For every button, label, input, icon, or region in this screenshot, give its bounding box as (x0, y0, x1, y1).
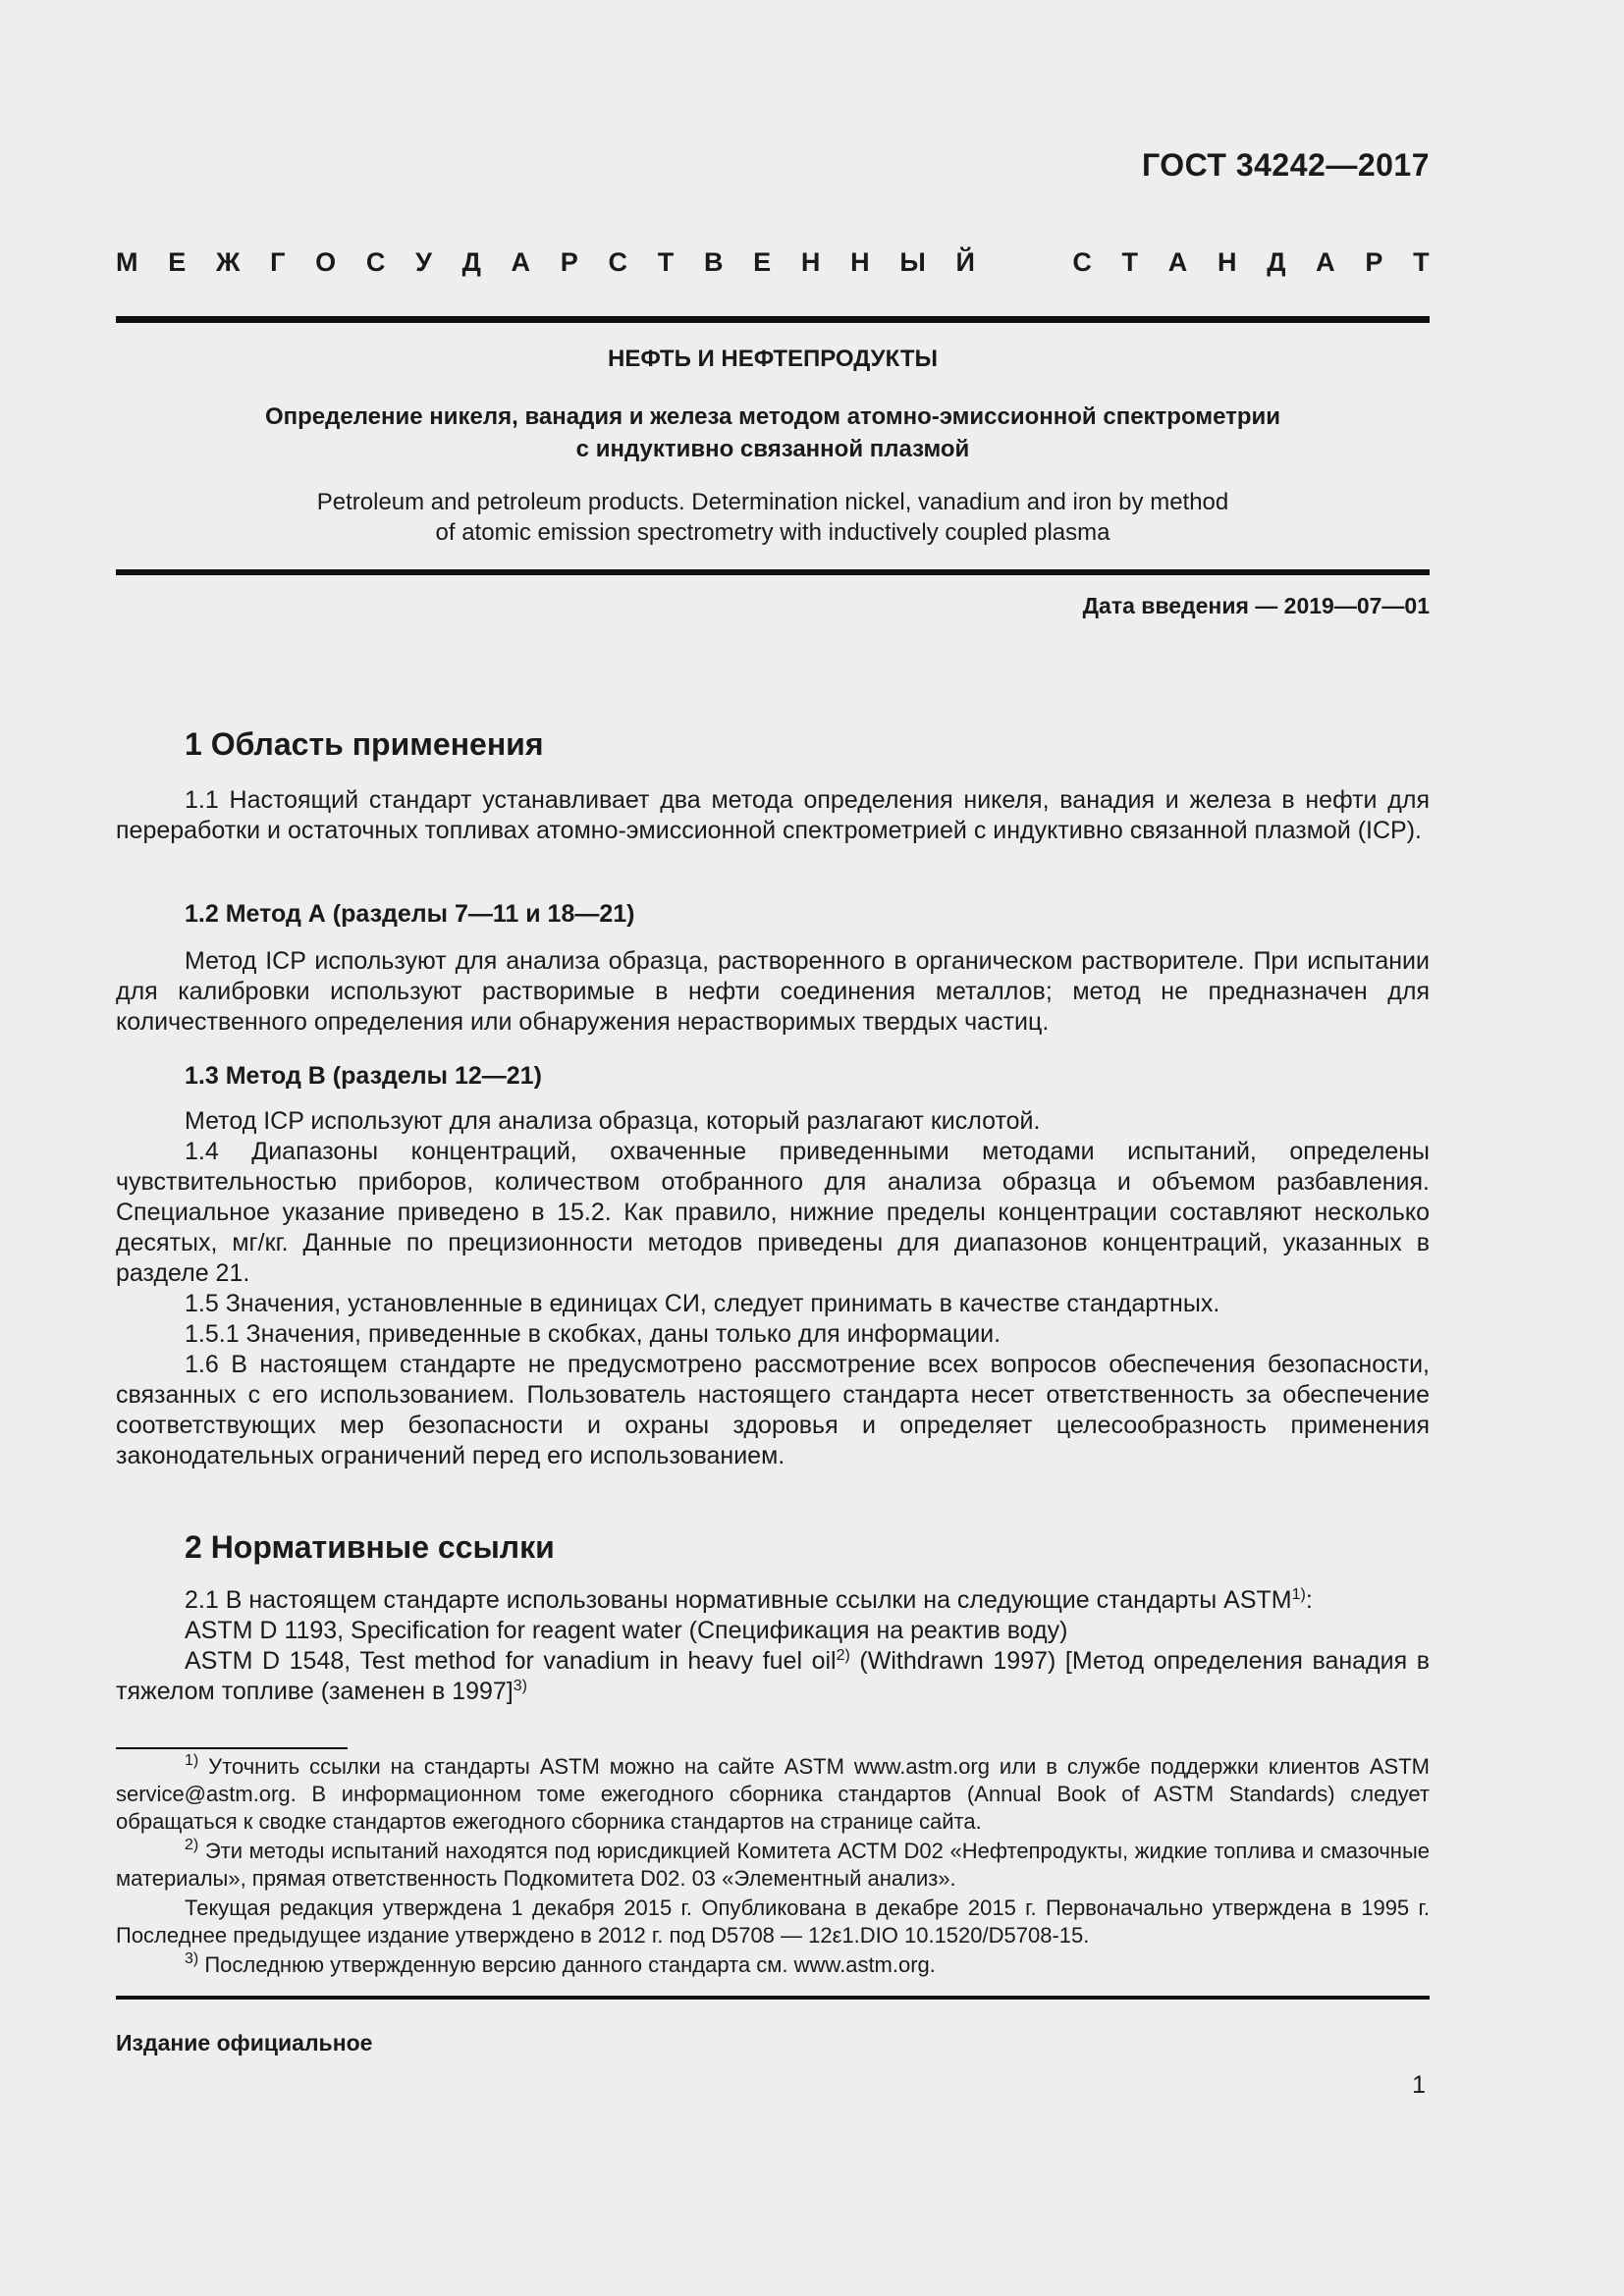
banner-letter: Й (955, 247, 975, 277)
banner-letter: Т (1121, 247, 1139, 277)
doc-number: ГОСТ 34242—2017 (1141, 147, 1430, 183)
section-2-body (116, 1585, 1430, 1707)
reference-astm-d1193: ASTM D 1193, Specification for reagent water (Спецификация на реактив воду) (185, 1617, 1068, 1644)
banner-letter: С (365, 247, 386, 277)
banner-letter: С (1072, 247, 1092, 277)
banner-letter: Т (1413, 247, 1430, 277)
banner-letter: О (315, 247, 337, 277)
top-rule (116, 316, 1430, 323)
introduction-date: Дата введения — 2019—07—01 (1082, 593, 1430, 618)
title-russian-line-1: Определение никеля, ванадия и железа методом атомно-эмиссионной спектрометрии (264, 403, 1281, 430)
paragraph-1-5-1-text: 1.5.1 Значения, приведенные в скобках, даны только для информации. (185, 1320, 1001, 1348)
footnote-ref-3[interactable]: 3) (513, 1678, 527, 1694)
title-main: НЕФТЬ И НЕФТЕПРОДУКТЫ (608, 346, 938, 372)
footnote-ref-1[interactable]: 1) (1291, 1586, 1306, 1603)
banner-letter: В (703, 247, 724, 277)
paragraph-1-4-text: 1.4 Диапазоны концентраций, охваченные приведенными методами испытаний, определены чувствительностью приборов, количеством отобранного для анализа образца и объемом разбавления. Специальное указание приведено в 15.2. Как правило, нижние пределы концентрации составляют несколько десятых, мг/кг. Данные по прецизионности методов приведены для диапазонов концентраций, указанных в разделе 21. (116, 1138, 1430, 1287)
reference-astm-d1548: ASTM D 1548, Test method for vanadium in heavy fuel oil$^{2)}$ (Withdrawn 1997) [Метод определения ванадия в тяжелом топливе (заменен в 1997]$^{3)}$ (116, 1647, 1430, 1705)
banner-letter: Н (850, 247, 870, 277)
banner-letter: Е (753, 247, 772, 277)
section-1-heading: 1 Область применения (185, 726, 544, 762)
footnote-1: $^{1)}$ Уточнить ссылки на стандарты ASTM можно на сайте ASTM www.astm.org или в службе поддержки клиентов ASTM service@astm.org. В информационном томе ежегодного сборника стандартов (Annual Book of ASTM Standards) следует обращаться к сводке стандартов ежегодного сборника стандартов на странице сайта. (116, 1752, 1430, 1834)
interstate-standard-banner (116, 247, 1430, 278)
section-2-heading: 2 Нормативные ссылки (185, 1529, 555, 1565)
subsection-1-3-heading: 1.3 Метод В (разделы 12—21) (185, 1062, 542, 1090)
paragraph-2-1: 2.1 В настоящем стандарте использованы нормативные ссылки на следующие стандарты ASTM$^{1)}$: (185, 1586, 1313, 1614)
footnote-separator (116, 1747, 348, 1749)
banner-letter: Р (560, 247, 578, 277)
paragraph-1-1 (116, 785, 1430, 846)
footnote-2-continued: Текущая редакция утверждена 1 декабря 2015 г. Опубликована в декабре 2015 г. Первоначально утверждена в 1995 г. Последнее предыдущее издание утверждено в 2012 г. под D5708 — 12ε1.DIO 10.1520/D5708-15. (116, 1896, 1430, 1948)
title-english-line-1: Petroleum and petroleum products. Determination nickel, vanadium and iron by method (316, 489, 1229, 515)
title-english (116, 487, 1430, 548)
subsection-1-2-heading: 1.2 Метод А (разделы 7—11 и 18—21) (185, 900, 635, 928)
paragraph-1-2 (116, 946, 1430, 1038)
title-russian (116, 400, 1430, 465)
paragraph-1-1-text: 1.1 Настоящий стандарт устанавливает два метода определения никеля, ванадия и железа в нефти для переработки и остаточных топливах атомно-эмиссионной спектрометрией с индуктивно связанной плазмой (ICP). (116, 786, 1430, 844)
footer-rule (116, 1996, 1430, 2000)
banner-letter: Т (657, 247, 675, 277)
banner-letter: Г (270, 247, 286, 277)
section-1-body (116, 1106, 1430, 1471)
banner-letter: С (608, 247, 627, 277)
banner-letter: Р (1365, 247, 1383, 277)
banner-letter: Ж (215, 247, 241, 277)
footnote-3: $^{3)}$ Последнюю утвержденную версию данного стандарта см. www.astm.org. (185, 1950, 936, 1977)
banner-letter: Е (168, 247, 187, 277)
banner-letter: Д (461, 247, 481, 277)
banner-letter: Ы (899, 247, 926, 277)
footnote-ref-2[interactable]: 2) (836, 1647, 850, 1664)
footnote-2: $^{2)}$ Эти методы испытаний находятся под юрисдикцией Комитета АСТМ D02 «Нефтепродукты, жидкие топлива и смазочные материалы», прямая ответственность Подкомитета D02. 03 «Элементный анализ». (116, 1837, 1430, 1891)
banner-letter: М (116, 247, 138, 277)
paragraph-1-5-text: 1.5 Значения, установленные в единицах СИ, следует принимать в качестве стандартных. (185, 1290, 1220, 1317)
paragraph-1-2-text: Метод ICP используют для анализа образца, растворенного в органическом растворителе. При испытании для калибровки используют растворимые в нефти соединения металлов; метод не предназначен для количественного определения или обнаружения нерастворимых твердых частиц. (116, 947, 1430, 1036)
banner-letter: У (415, 247, 432, 277)
official-edition-label: Издание официальное (116, 2030, 373, 2056)
banner-letter: А (1316, 247, 1335, 277)
banner-letter: Н (800, 247, 821, 277)
paragraph-1-6-text: 1.6 В настоящем стандарте не предусмотрено рассмотрение всех вопросов обеспечения безопасности, связанных с его использованием. Пользователь настоящего стандарта несет ответственность за обеспечение соответствующих мер безопасности и охраны здоровья и определяет целесообразность применения законодательных ограничений перед его использованием. (116, 1351, 1430, 1469)
title-english-line-2: of atomic emission spectrometry with inductively coupled plasma (435, 519, 1110, 546)
banner-letter: Д (1267, 247, 1286, 277)
banner-letter: А (511, 247, 531, 277)
banner-word-gap (1005, 247, 1043, 278)
page-number: 1 (1412, 2071, 1426, 2099)
banner-letter: Н (1217, 247, 1237, 277)
title-bottom-rule (116, 569, 1430, 575)
title-russian-line-2: с индуктивно связанной плазмой (575, 436, 970, 462)
banner-letter: А (1167, 247, 1188, 277)
paragraph-1-3-text: Метод ICP используют для анализа образца, который разлагают кислотой. (185, 1107, 1041, 1135)
footnotes (116, 1753, 1430, 1981)
